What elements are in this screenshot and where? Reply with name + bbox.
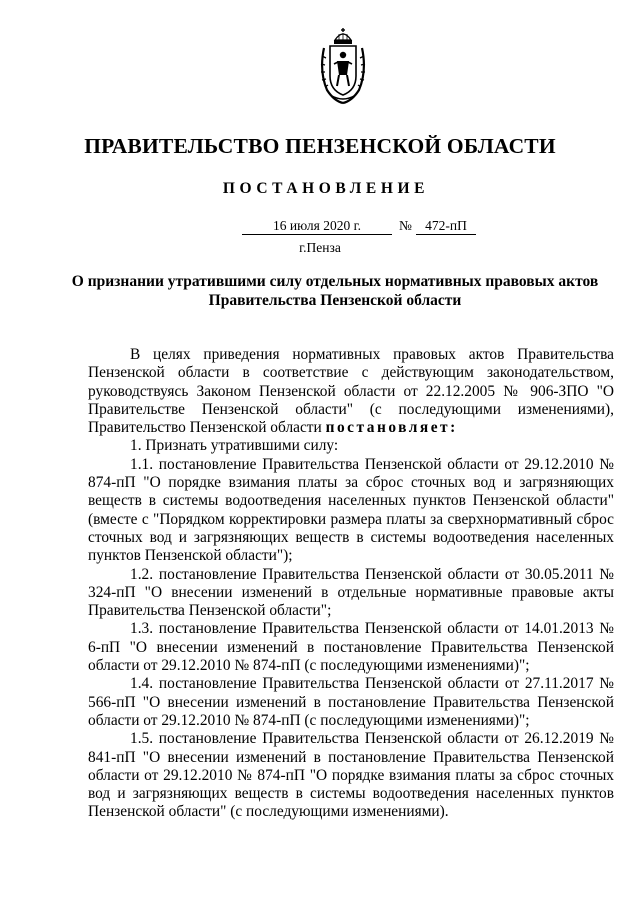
document-type: ПОСТАНОВЛЕНИЕ xyxy=(222,180,430,197)
government-title: ПРАВИТЕЛЬСТВО ПЕНЗЕНСКОЙ ОБЛАСТИ xyxy=(84,134,556,158)
document-date: 16 июля 2020 г. xyxy=(242,218,392,235)
subject-line-1: О признании утратившими силу отдельных нормативных правовых актов xyxy=(71,273,599,290)
item-1-4: 1.4. постановление Правительства Пензенской области от 27.11.2017 № 566-пП "О внесении изменений в постановление Правительства Пензенской области от 29.12.2010 № 874-пП (с последующими изменениями)"; xyxy=(88,675,614,729)
intro-paragraph xyxy=(88,346,614,437)
city: г.Пенза xyxy=(299,240,341,255)
intro-text: В целях приведения нормативных правовых актов Правительства Пензенской области в соответствие с действующим законодательством, руководствуясь Законом Пензенской области от 22.12.2005 № 906-ЗПО "О Правительстве Пензенской области" (с последующими изменениями), Правительство Пензенской области xyxy=(88,346,614,437)
document-subject xyxy=(60,272,610,310)
document-body xyxy=(88,346,614,822)
item-1-5: 1.5. постановление Правительства Пензенской области от 26.12.2019 № 841-пП "О внесении изменений в постановление Правительства Пензенской области от 29.12.2010 № 874-пП "О порядке взимания платы за сброс сточных вод и загрязняющих веществ в системы водоотведения населенных пунктов Пензенской области" (с последующими изменениями). xyxy=(88,730,614,821)
item-1-3: 1.3. постановление Правительства Пензенской области от 14.01.2013 № 6-пП "О внесении изменений в постановление Правительства Пензенской области от 29.12.2010 № 874-пП (с последующими изменениями)"; xyxy=(88,620,614,675)
decides-word: постановляет: xyxy=(325,419,458,437)
document-number: 472-пП xyxy=(416,218,476,235)
item-1: 1. Признать утратившими силу: xyxy=(130,437,339,455)
subject-line-2: Правительства Пензенской области xyxy=(208,292,462,309)
coat-of-arms-icon xyxy=(318,26,368,106)
number-sign: № xyxy=(399,218,412,233)
item-1-2: 1.2. постановление Правительства Пензенской области от 30.05.2011 № 324-пП "О внесении изменений в отдельные нормативные правовые акты Правительства Пензенской области"; xyxy=(88,565,614,620)
item-1-1: 1.1. постановление Правительства Пензенской области от 29.12.2010 № 874-пП "О порядке взимания платы за сброс сточных вод и загрязняющих веществ в системы водоотведения населенных пунктов Пензенской области" (вместе с "Порядком корректировки размера платы за сверхнормативный сброс сточных вод и загрязняющих веществ в системы водоотведения населенных пунктов Пензенской области"); xyxy=(88,455,614,565)
